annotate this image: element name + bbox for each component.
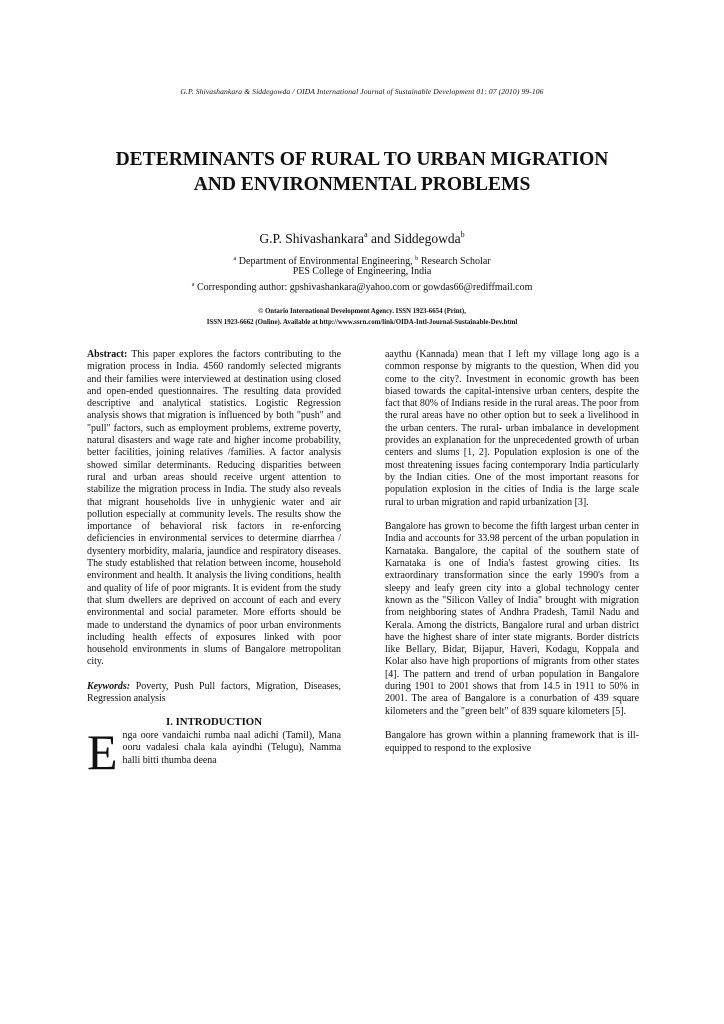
- abstract-text: This paper explores the factors contributing to the migration process in India. 4560 randomly selected migrants and their families were interviewed at destination using closed and open-ended questionnaires. The resulting data provided descriptive and analytical statistics. Logistic Regression analysis shows that migration is influenced by both "push" and "pull" factors, such as employment problems, extreme poverty, natural disasters and wage rate and higher income probability, better facilities, joining relatives /families. A factor analysis showed similar determinants. Reducing disparities between rural and urban areas should receive urgent attention to stabilize the migration process in India. The study also reveals that migrant households live in unhygienic water and air pollution especially at community levels. The results show the importance of behavioral risk factors in re-enforcing deficiencies in environmental services to determine diarrhea / dysentery morbidity, malaria, jaundice and respiratory diseases. The study established that relation between income, household environment and health. It analysis the living conditions, health and quality of life of poor migrants. It is evident from the study that slum dwellers are deprived on account of each and every environmental and social parameter. More efforts should be made to understand the dynamics of poor urban environments including health effects of exposures linked with poor household environments in slums of Bangalore metropolitan city.: [87, 349, 341, 668]
- abstract-label: Abstract:: [87, 349, 128, 360]
- keywords-text: Poverty, Push Pull factors, Migration, Diseases, Regression analysis: [87, 681, 341, 705]
- drop-cap: E: [87, 723, 118, 780]
- title-line-1: DETERMINANTS OF RURAL TO URBAN MIGRATION: [115, 149, 609, 170]
- left-column: [87, 349, 341, 780]
- running-head: G.P. Shivashankara & Siddegowda / OIDA International Journal of Sustainable Development 01: 07 (2010) 99-106: [180, 87, 544, 96]
- section-heading-introduction: I. INTRODUCTION: [166, 715, 262, 728]
- author-1-affil-mark: a: [364, 230, 368, 239]
- copyright-line-1: © Ontario International Development Agency. ISSN 1923-6654 (Print),: [258, 308, 466, 315]
- affil-mark-b: b: [415, 255, 419, 262]
- corr-mark: a: [191, 281, 195, 288]
- intro-text: nga oore vandaichi rumba naal adichi (Tamil), Mana ooru vadalesi chala kala ayindhi (Telugu), Namma halli bitti thumba deena: [122, 729, 341, 766]
- author-separator: and: [367, 231, 394, 246]
- author-list: [0, 230, 724, 247]
- intro-paragraph: [87, 723, 341, 780]
- affiliation-college: PES College of Engineering, India: [292, 266, 432, 277]
- author-1: G.P. Shivashankara: [259, 231, 365, 246]
- author-2: Siddegowda: [393, 231, 461, 246]
- abstract: [87, 349, 341, 669]
- paper-title: [40, 147, 684, 197]
- affil-dept-text: Department of Environmental Engineering,: [236, 256, 416, 267]
- affil-mark-a: a: [233, 255, 237, 262]
- right-column: [385, 349, 639, 755]
- corresponding-author: [0, 278, 724, 294]
- keywords-label: Keywords:: [87, 681, 131, 693]
- title-line-2: AND ENVIRONMENTAL PROBLEMS: [193, 174, 531, 195]
- body-paragraph-3: Bangalore has grown within a planning framework that is ill-equipped to respond to the explosive: [385, 730, 639, 754]
- body-paragraph-2: Bangalore has grown to become the fifth largest urban center in India and accounts for 33.98 percent of the urban population in Karnataka. Bangalore, the capital of the southern state of Karnataka is one of India's fastest growing cities. Its extraordinary transformation since the early 1990's from a sleepy and leafy green city into a global technology center known as the "Silicon Valley of India" brought with migration from neighboring states of Andhra Pradesh, Tamil Nadu and Kerala. Among the districts, Bangalore rural and urban district have the highest share of inter state migrants. Border districts like Bellary, Bidar, Bijapur, Haveri, Kodagu, Koppala and Kolar also have high proportions of migrants from other states [4]. The pattern and trend of urban population in Bangalore during 1901 to 2001 shows that from 14.5 in 1911 to 50% in 2001. The area of Bangalore is a conurbation of 439 square kilometers and the "green belt" of 839 square kilometers [5].: [385, 521, 639, 717]
- body-paragraph-1: aaythu (Kannada) mean that I left my village long ago is a common response by migrants to the question, When did you come to the city?. Investment in economic growth has been biased towards the capital-intensive urban centers, despite the fact that 80% of Indians reside in the rural areas. The poor from the rural areas have no other option but to seek a livelihood in the urban centers. The rural- urban imbalance in development provides an explanation for the unprecedented growth of urban centers and slums [1, 2]. Population explosion is one of the most threatening issues facing contemporary India particularly by the Indian cities. One of the most important reasons for population explosion in the cities of India is the large scale rural to urban migration and rapid urbanization [3].: [385, 349, 639, 508]
- corresponding-text: Corresponding author: gpshivashankara@yahoo.com or gowdas66@rediffmail.com: [194, 282, 533, 293]
- copyright-line-2: ISSN 1923-6662 (Online). Available at http://www.ssrn.com/link/OIDA-Intl-Journal-Sustainable-Dev.html: [206, 319, 518, 326]
- affil-role-text: Research Scholar: [418, 256, 491, 267]
- keywords: [87, 681, 341, 706]
- author-2-affil-mark: b: [460, 230, 465, 239]
